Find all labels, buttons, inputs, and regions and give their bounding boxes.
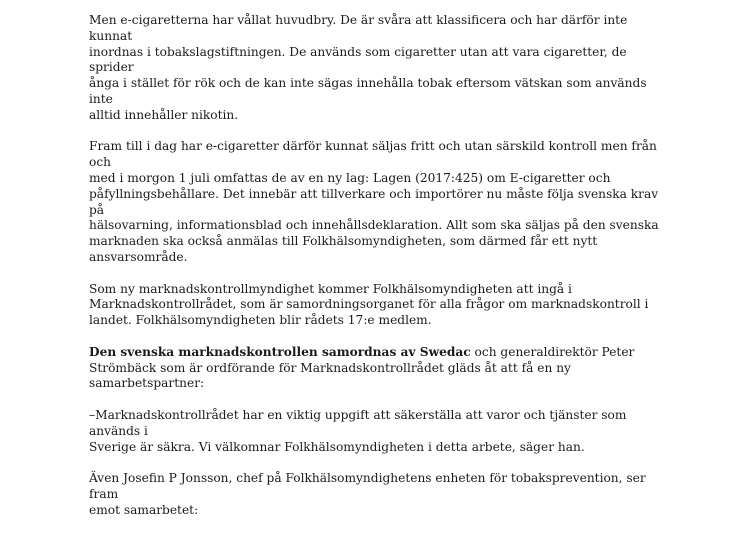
paragraph-line: med i morgon 1 juli omfattas de av en ny lag: Lagen (2017:425) om E-cigaretter och <box>89 170 611 185</box>
document-body <box>89 13 659 534</box>
paragraph-new-law <box>89 139 659 265</box>
paragraph-line: alltid innehåller nikotin. <box>89 107 239 122</box>
paragraph-e-cigarettes-classification <box>89 13 659 124</box>
paragraph-market-control-council <box>89 282 659 329</box>
paragraph-line: Sverige är säkra. Vi välkomnar Folkhälsomyndigheten i detta arbete, säger han. <box>89 439 585 454</box>
paragraph-line: landet. Folkhälsomyndigheten blir rådets 17:e medlem. <box>89 313 432 328</box>
paragraph-line: ansvarsområde. <box>89 249 188 264</box>
paragraph-line: och generaldirektör Peter <box>470 344 635 359</box>
paragraph-line: ånga i stället för rök och de kan inte sägas innehålla tobak eftersom vätskan som används inte <box>89 76 647 106</box>
paragraph-quote-stromback <box>89 408 659 455</box>
paragraph-line: Även Josefin P Jonsson, chef på Folkhälsomyndighetens enheten för tobaksprevention, ser fram <box>89 471 646 501</box>
paragraph-line: Fram till i dag har e-cigaretter därför kunnat säljas fritt och utan särskild kontroll men från och <box>89 139 657 170</box>
paragraph-line: emot samarbetet: <box>89 502 199 517</box>
paragraph-line: påfyllningsbehållare. Det innebär att tillverkare och importörer nu måste följa svenska krav på <box>89 186 659 217</box>
paragraph-line: Strömbäck som är ordförande för Marknadskontrollrådet gläds åt att få en ny samarbetspartner: <box>89 360 571 391</box>
paragraph-swedac <box>89 345 659 392</box>
paragraph-line: Marknadskontrollrådet, som är samordningsorganet för alla frågor om marknadskontroll i <box>89 297 649 312</box>
paragraph-line: –Marknadskontrollrådet har en viktig uppgift att säkerställa att varor och tjänster som används i <box>89 407 627 438</box>
paragraph-line: Som ny marknadskontrollmyndighet kommer Folkhälsomyndigheten att ingå i <box>89 281 572 296</box>
paragraph-line: marknaden ska också anmälas till Folkhälsomyndigheten, som därmed får ett nytt <box>89 234 598 249</box>
paragraph-josefin-jonsson <box>89 471 659 518</box>
paragraph-line: inordnas i tobakslagstiftningen. De används som cigaretter utan att vara cigaretter, de sprider <box>89 44 627 75</box>
paragraph-line: hälsovarning, informationsblad och innehållsdeklaration. Allt som ska säljas på den svenska <box>89 218 659 233</box>
bold-lead-swedac: Den svenska marknadskontrollen samordnas av Swedac <box>89 344 471 359</box>
paragraph-line: Men e-cigaretterna har vållat huvudbry. De är svåra att klassificera och har därför inte kunnat <box>89 13 628 43</box>
